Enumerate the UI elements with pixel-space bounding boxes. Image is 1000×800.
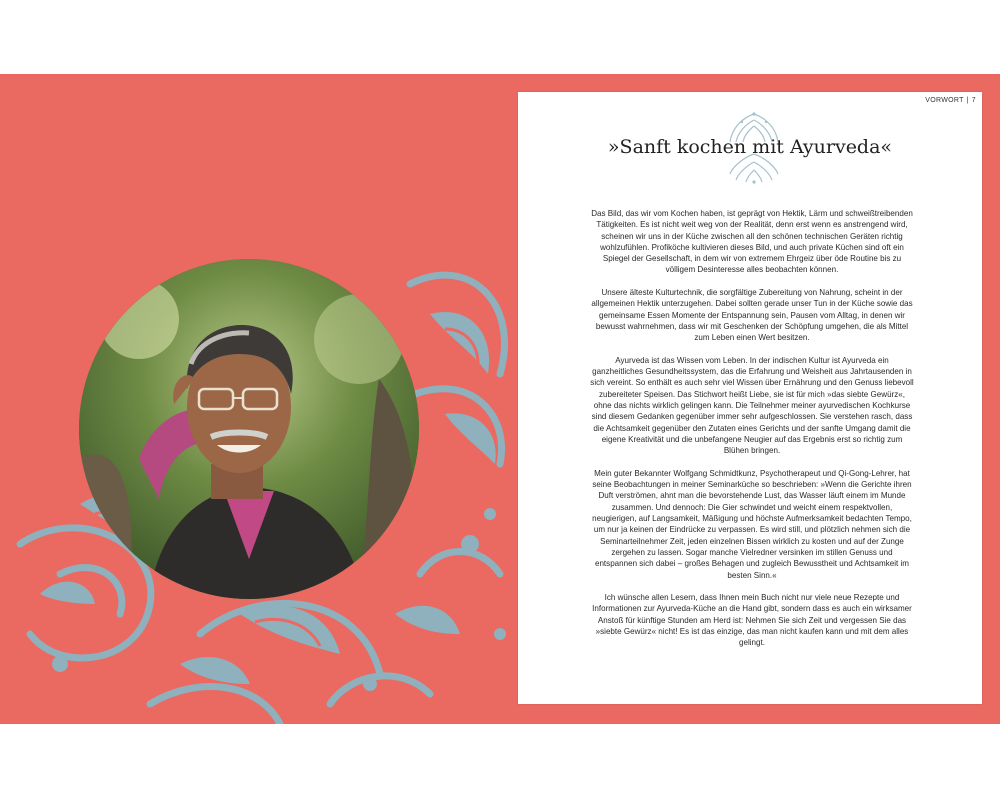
paragraph: Unsere älteste Kulturtechnik, die sorgfältige Zubereitung von Nahrung, scheint in der allgemeinen Hektik unterzugehen. Dabei sollten gerade unser Tun in der Küche sowie das gemeinsame Essen Momente der Entspannung sein, Pausen vom Alltag, in denen wir bewusst wahrnehmen, dass wir mit Geschenken der Schöpfung umgehen, die als Mittel zum Leben einen Wert besitzen. bbox=[591, 288, 913, 343]
book-spread bbox=[0, 74, 1000, 724]
section-label: VORWORT bbox=[925, 97, 964, 104]
text-page bbox=[518, 92, 982, 704]
paragraph: Ich wünsche allen Lesern, dass Ihnen mein Buch nicht nur viele neue Rezepte und Informationen zur Ayurveda-Küche an die Hand gibt, sondern dass es auch ein wirksamer Anstoß für künftige Stunden am Herd ist: Nehmen Sie sich Zeit und vergessen Sie das »siebte Gewürz« nicht! Es ist das einzige, das man nicht kaufen kann und mit dem alles gelingt. bbox=[592, 593, 912, 648]
page-number: 7 bbox=[971, 97, 976, 104]
page-title: »Sanft kochen mit Ayurveda« bbox=[607, 136, 893, 158]
paragraph: Mein guter Bekannter Wolfgang Schmidtkunz, Psychotherapeut und Qi-Gong-Lehrer, hat seine Beobachtungen in meiner Seminarküche so beschrieben: »Wenn die Gerichte ihren Duft verströmen, ahnt man die bevorstehende Lust, das Wasser läuft einem im Munde zusammen. Und dennoch: Die Gier schwindet und weicht einem respektvollen, neugierigen, auf Langsamkeit, Mäßigung und höchste Aufmerksamkeit bedachten Tempo, um nur ja keinen der Eindrücke zu verpassen. Es wird still, und plötzlich nehmen sich die Seminarteilnehmer Zeit, jeden einzelnen Bissen wirklich zu kosten und auf der Zunge zergehen zu lassen. Sogar manche Vielredner versinken im stillen Genuss und entspannen sich dabei – großes Behagen und zugleich Bewusstheit und Achtsamkeit im besten Sinn.« bbox=[592, 468, 912, 580]
body-text bbox=[590, 208, 914, 660]
paragraph: Ayurveda ist das Wissen vom Leben. In der indischen Kultur ist Ayurveda ein ganzheitliches Gesundheitssystem, das die Erfahrung und Weisheit aus Jahrtausenden in sich vereint. So enthält es auch sehr viel Wissen über Ernährung und den Genuss liebevoll zubereiteter Speisen. Das Stichwort heißt Liebe, sie ist für mich »das siebte Gewürz«, ohne das nichts wirklich gelingen kann. Die Teilnehmer meiner ayurvedischen Kochkurse sind diesem Gedanken gegenüber immer sehr aufgeschlossen. Sie verstehen rasch, dass die Achtsamkeit gegenüber den Zutaten eines Gerichts und der sanfte Umgang damit die eigene Kreativität und die unbefangene Neugier auf das Ergebnis erst so richtig zum Blühen bringen. bbox=[590, 355, 914, 456]
folio bbox=[925, 97, 976, 104]
portrait-photo bbox=[79, 259, 419, 599]
folio-separator: | bbox=[966, 97, 969, 104]
paragraph: Das Bild, das wir vom Kochen haben, ist geprägt von Hektik, Lärm und schweißtreibenden Tätigkeiten. Es ist nicht weit weg von der Realität, denn erst wenn es anstrengend wird, scheinen wir uns in der Küche zwischen all den schönen technischen Geräten richtig wohlzufühlen. Profiköche kultivieren dieses Bild, und auch private Küchen sind oft ein Spiegel der Gesellschaft, in dem wir von extremem Ehrgeiz über öde Routine bis zu völligem Desinteresse alles beobachten können. bbox=[591, 209, 913, 275]
